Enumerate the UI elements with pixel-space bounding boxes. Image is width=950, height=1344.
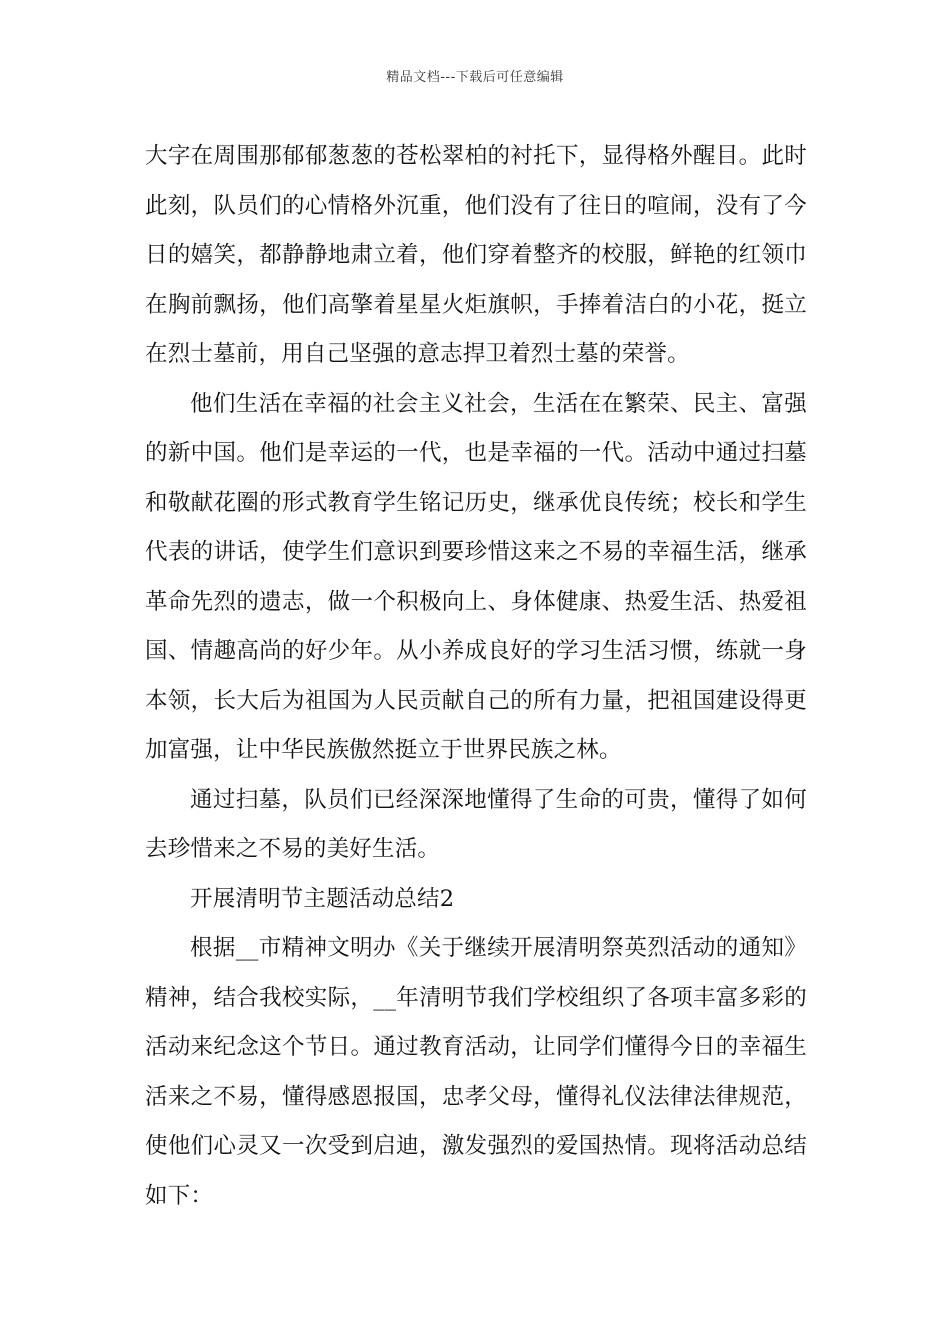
section-heading: 开展清明节主题活动总结2	[190, 885, 455, 912]
document-body	[145, 132, 807, 1221]
paragraph-happy-life: 他们生活在幸福的社会主义社会，生活在在繁荣、民主、富强的新中国。他们是幸运的一代，也是幸福的一代。活动中通过扫墓和敬献花圈的形式教育学生铭记历史，继承优良传统；校长和学生代表的讲话，使学生们意识到要珍惜这来之不易的幸福生活，继承革命先烈的遗志，做一个积极向上、身体健康、热爱生活、热爱祖国、情趣高尚的好少年。从小养成良好的学习生活习惯，练就一身本领，长大后为祖国为人民贡献自己的所有力量，把祖国建设得更加富强，让中华民族傲然挺立于世界民族之林。	[145, 390, 807, 763]
paragraph-tomb-sweeping: 通过扫墓，队员们已经深深地懂得了生命的可贵，懂得了如何去珍惜来之不易的美好生活。	[145, 786, 807, 862]
paragraph-continuation: 大字在周围那郁郁葱葱的苍松翠柏的衬托下，显得格外醒目。此时此刻，队员们的心情格外沉重，他们没有了往日的喧闹，没有了今日的嬉笑，都静静地肃立着，他们穿着整齐的校服，鲜艳的红领巾在胸前飘扬，他们高擎着星星火炬旗帜，手捧着洁白的小花，挺立在烈士墓前，用自己坚强的意志捍卫着烈士墓的荣誉。	[145, 143, 807, 367]
paragraph-notice: 根据__市精神文明办《关于继续开展清明祭英烈活动的通知》精神，结合我校实际，__年清明节我们学校组织了各项丰富多彩的活动来纪念这个节日。通过教育活动，让同学们懂得今日的幸福生活来之不易，懂得感恩报国，忠孝父母，懂得礼仪法律法律规范，使他们心灵又一次受到启迪，激发强烈的爱国热情。现将活动总结如下：	[145, 935, 807, 1209]
page-header: 精品文档---下载后可任意编辑	[386, 70, 564, 85]
